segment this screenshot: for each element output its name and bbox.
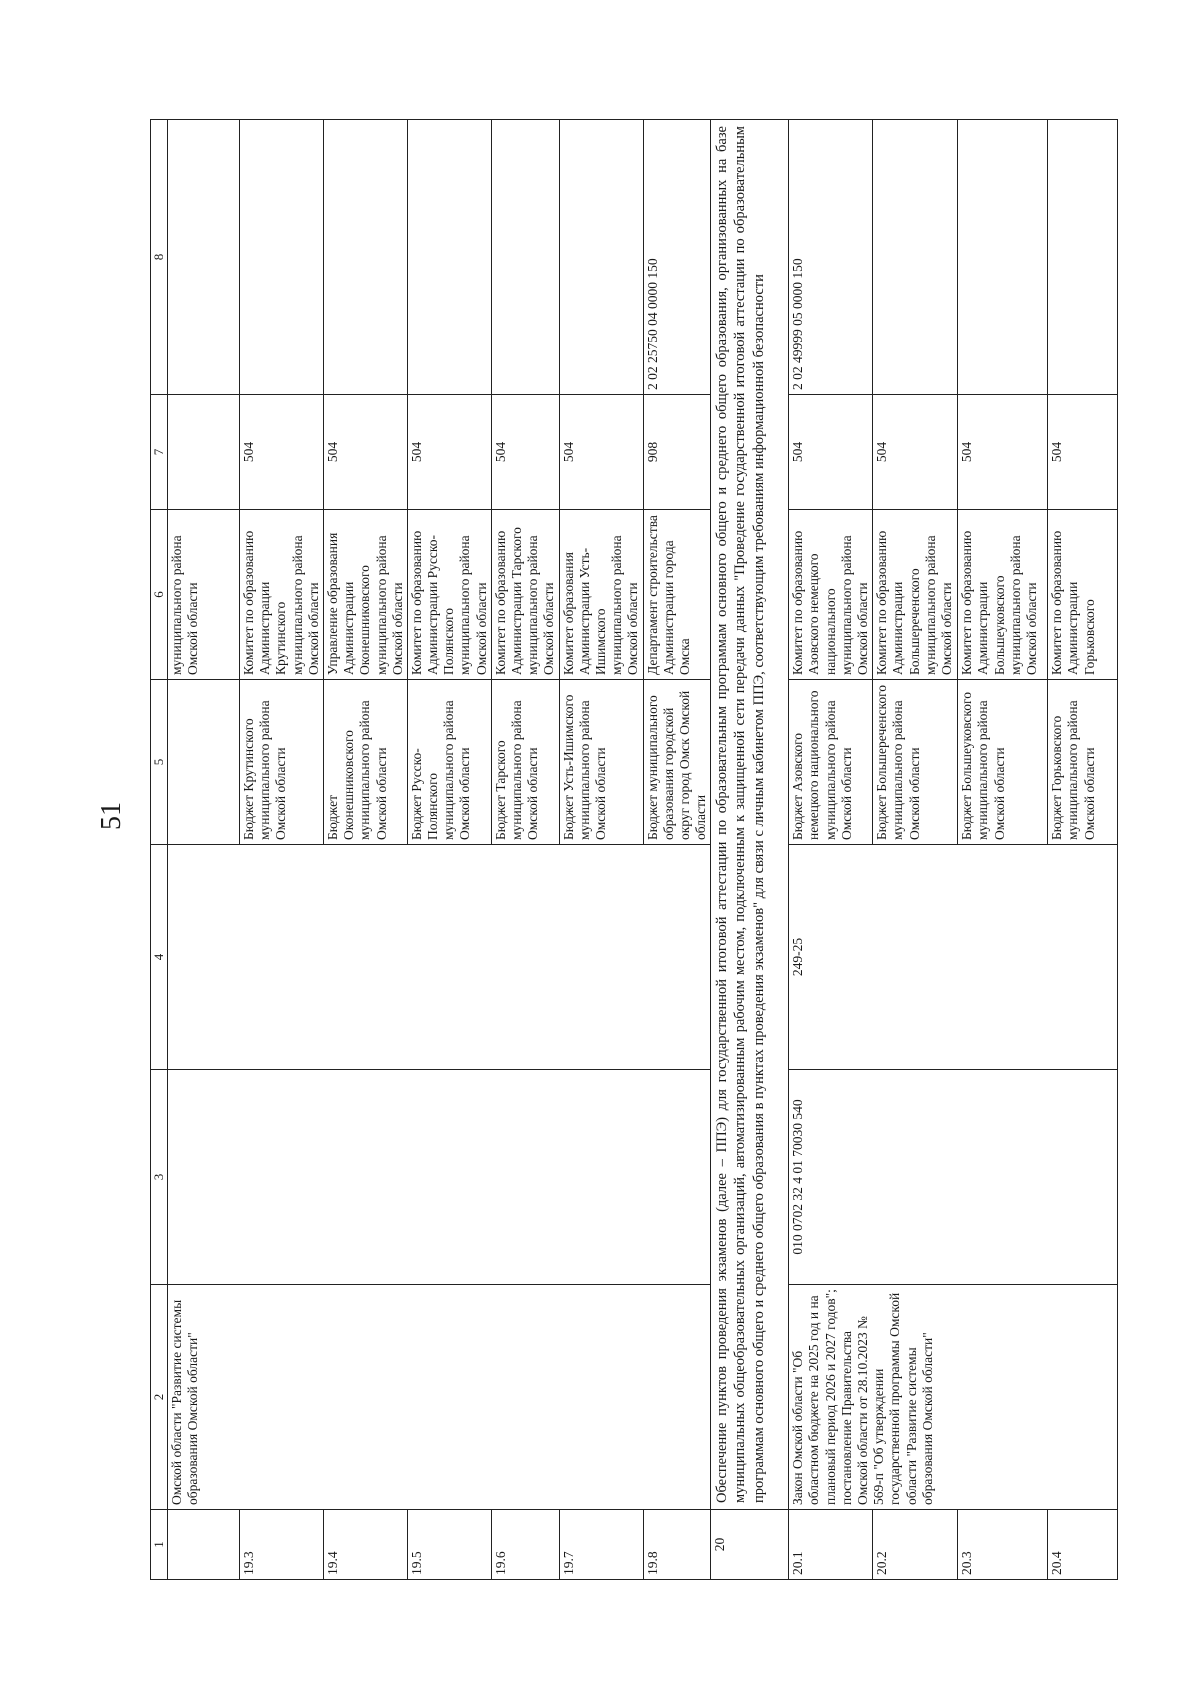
header-cell: 7 — [151, 395, 168, 510]
cell-budget: Бюджет Русско-Полянского муниципального района Омской области — [407, 680, 491, 845]
cell — [168, 845, 711, 1070]
cell-budget: Бюджет Азовского немецкого национального муниципального района Омской области — [789, 680, 873, 845]
page-number: 51 — [96, 802, 127, 830]
cell-administrator: Комитет по образованию Администрации Большереченского муниципального района Омской области — [873, 510, 958, 680]
cell-code-7: 504 — [873, 395, 958, 510]
cell-budget: Бюджет Большереченского муниципального района Омской области — [873, 680, 958, 845]
cell-code-7: 908 — [643, 395, 711, 510]
cell-administrator: Комитет по образованию Администрации Крутинского муниципального района Омской области — [240, 510, 324, 680]
cell-registry-number: 249-25 — [789, 845, 1118, 1070]
header-cell: 2 — [151, 1285, 168, 1510]
cell-code-8 — [873, 120, 958, 395]
cell-row-number: 19.4 — [323, 1510, 407, 1580]
cell-administrator: Департамент строительства Администрации города Омска — [643, 510, 711, 680]
cell-budget: Бюджет Оконешниковского муниципального района Омской области — [323, 680, 407, 845]
header-cell: 4 — [151, 845, 168, 1070]
cell-code-8 — [958, 120, 1048, 395]
cell-administrator: муниципального района Омской области — [168, 510, 240, 680]
cell-code-8: 2 02 25750 04 0000 150 — [643, 120, 711, 395]
cell-row-number: 20.1 — [789, 1510, 873, 1580]
cell-code-8 — [1048, 120, 1118, 395]
cell-code-7: 504 — [789, 395, 873, 510]
cell-budget: Бюджет Большеуковского муниципального района Омской области — [958, 680, 1048, 845]
cell-row-number: 20 — [711, 1510, 789, 1580]
cell-code-7: 504 — [1048, 395, 1118, 510]
cell-administrator: Комитет образования Администрации Усть-Ишимского муниципального района Омской области — [559, 510, 643, 680]
section-description: Обеспечение пунктов проведения экзаменов (далее – ППЭ) для государственной итоговой аттестации по образовательным программам основного общего и среднего общего образования, организованных на базе муниципальных общеобразовательных организаций, автоматизированным рабочим местом, подключенным к защищенной сети передачи данных "Проведение государственной итоговой аттестации по образовательным программам основного общего и среднего общего образования в пунктах проведения экзаменов" для связи с личным кабинетом ППЭ, соответствующим требованиям информационной безопасности — [711, 120, 789, 1510]
cell-row-number: 19.6 — [491, 1510, 559, 1580]
header-cell: 1 — [151, 1510, 168, 1580]
cell-code-7: 504 — [559, 395, 643, 510]
cell-budget: Бюджет Усть-Ишимского муниципального района Омской области — [559, 680, 643, 845]
cell-budget: Бюджет Крутинского муниципального района Омской области — [240, 680, 324, 845]
cell-legal-basis: Закон Омской области "Об областном бюджете на 2025 год и на плановый период 2026 и 2027 годов"; постановление Правительства Омской области от 28.10.2023 № 569-п "Об утверждении государственной программы Омской области "Развитие системы образования Омской области" — [789, 1285, 1118, 1510]
header-cell: 5 — [151, 680, 168, 845]
cell-row-number: 19.8 — [643, 1510, 711, 1580]
cell-administrator: Комитет по образованию Администрации Тарского муниципального района Омской области — [491, 510, 559, 680]
cell-code-7: 504 — [491, 395, 559, 510]
cell-budget: Бюджет муниципального образования городской округ город Омск Омской области — [643, 680, 711, 845]
cell-code-7: 504 — [407, 395, 491, 510]
cell-budget: Бюджет Горьковского муниципального района Омской области — [1048, 680, 1118, 845]
cell-code-8 — [240, 120, 324, 395]
header-cell: 6 — [151, 510, 168, 680]
rotated-table-container — [150, 120, 1100, 1580]
table-row-section — [711, 120, 789, 1580]
cell-administrator: Управление образования Администрации Оконешниковского муниципального района Омской области — [323, 510, 407, 680]
cell-administrator: Комитет по образованию Администрации Русско-Полянского муниципального района Омской области — [407, 510, 491, 680]
cell-row-number: 20.2 — [873, 1510, 958, 1580]
cell-budget: Бюджет Тарского муниципального района Омской области — [491, 680, 559, 845]
cell-code-8 — [407, 120, 491, 395]
cell — [168, 1070, 711, 1285]
cell-code-7: 504 — [958, 395, 1048, 510]
cell-code-8 — [323, 120, 407, 395]
header-cell: 3 — [151, 1070, 168, 1285]
table-row — [168, 120, 240, 1580]
cell-row-number: 19.5 — [407, 1510, 491, 1580]
cell-administrator: Комитет по образованию Азовского немецкого национального муниципального района Омской области — [789, 510, 873, 680]
cell — [168, 1510, 240, 1580]
budget-table — [150, 119, 1118, 1580]
cell-budget-classification: 010 0702 32 4 01 70030 540 — [789, 1070, 1118, 1285]
cell-code-7: 504 — [240, 395, 324, 510]
cell-legal-basis: Омской области "Развитие системы образования Омской области" — [168, 1285, 711, 1510]
cell-code-8 — [559, 120, 643, 395]
cell-row-number: 20.4 — [1048, 1510, 1118, 1580]
cell-administrator: Комитет по образованию Администрации Большеуковского муниципального района Омской области — [958, 510, 1048, 680]
table-row — [789, 120, 873, 1580]
cell-row-number: 19.3 — [240, 1510, 324, 1580]
cell-code-8: 2 02 49999 05 0000 150 — [789, 120, 873, 395]
header-row — [151, 120, 168, 1580]
cell — [168, 680, 240, 845]
header-cell: 8 — [151, 120, 168, 395]
cell — [168, 395, 240, 510]
cell-code-8 — [491, 120, 559, 395]
cell — [168, 120, 240, 395]
cell-row-number: 20.3 — [958, 1510, 1048, 1580]
cell-row-number: 19.7 — [559, 1510, 643, 1580]
cell-administrator: Комитет по образованию Администрации Горьковского — [1048, 510, 1118, 680]
cell-code-7: 504 — [323, 395, 407, 510]
